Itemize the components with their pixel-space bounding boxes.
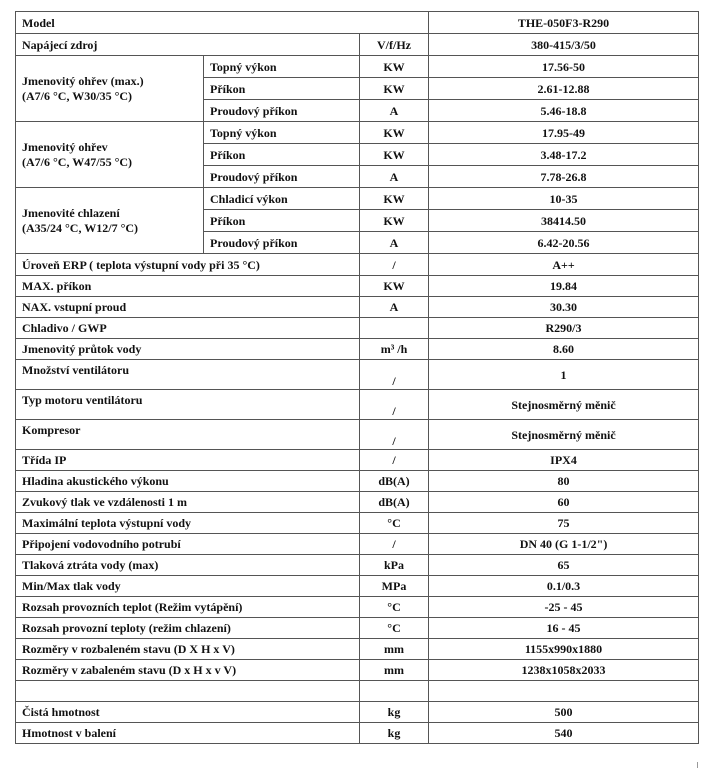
- table-row: [16, 660, 699, 681]
- row-unit: A: [360, 232, 429, 254]
- row-label: Proudový příkon: [204, 232, 360, 254]
- group-label-line1: Jmenovitý ohřev: [22, 139, 108, 154]
- row-value: 17.95-49: [429, 122, 699, 144]
- table-row: [16, 534, 699, 555]
- table-row: [16, 420, 699, 450]
- table-row: [16, 122, 699, 144]
- model-value: THE-050F3-R290: [429, 12, 699, 34]
- group-label: [16, 122, 204, 188]
- row-value: DN 40 (G 1-1/2"): [429, 534, 699, 555]
- row-label: Hladina akustického výkonu: [16, 471, 360, 492]
- row-value: 19.84: [429, 276, 699, 297]
- group-label-line2: (A7/6 °C, W30/35 °C): [22, 88, 133, 103]
- row-value: 500: [429, 702, 699, 723]
- row-value: 0.1/0.3: [429, 576, 699, 597]
- table-row: [16, 56, 699, 78]
- row-value: 2.61-12.88: [429, 78, 699, 100]
- row-label: Typ motoru ventilátoru: [16, 390, 360, 420]
- row-label: Kompresor: [16, 420, 360, 450]
- row-unit: KW: [360, 188, 429, 210]
- row-label: Čistá hmotnost: [16, 702, 360, 723]
- row-unit: KW: [360, 276, 429, 297]
- row-unit: mm: [360, 639, 429, 660]
- table-row: [16, 318, 699, 339]
- row-label: Příkon: [204, 210, 360, 232]
- row-label: Rozměry v zabaleném stavu (D x H x v V): [16, 660, 360, 681]
- row-value: 1: [429, 360, 699, 390]
- row-value: -25 - 45: [429, 597, 699, 618]
- row-value: 30.30: [429, 297, 699, 318]
- row-label: Chladicí výkon: [204, 188, 360, 210]
- table-row: [16, 276, 699, 297]
- row-value: 3.48-17.2: [429, 144, 699, 166]
- table-row: [16, 639, 699, 660]
- row-value: 10-35: [429, 188, 699, 210]
- row-value: 60: [429, 492, 699, 513]
- row-unit: /: [360, 450, 429, 471]
- row-unit: /: [360, 254, 429, 276]
- table-row: [16, 188, 699, 210]
- table-row: [16, 360, 699, 390]
- row-unit: m³ /h: [360, 339, 429, 360]
- row-value: 17.56-50: [429, 56, 699, 78]
- group-label-line2: (A7/6 °C, W47/55 °C): [22, 154, 133, 169]
- table-row: [16, 471, 699, 492]
- table-row: [16, 618, 699, 639]
- table-row-empty: [16, 681, 699, 702]
- row-unit: KW: [360, 144, 429, 166]
- row-value: A++: [429, 254, 699, 276]
- row-value: 16 - 45: [429, 618, 699, 639]
- row-value: 1155x990x1880: [429, 639, 699, 660]
- table-row: [16, 450, 699, 471]
- corner-mark: [697, 762, 698, 768]
- supply-value: 380-415/3/50: [429, 34, 699, 56]
- row-value: 8.60: [429, 339, 699, 360]
- table-row: [16, 390, 699, 420]
- row-label: Topný výkon: [204, 122, 360, 144]
- row-label: Třída IP: [16, 450, 360, 471]
- row-label: Množství ventilátoru: [16, 360, 360, 390]
- row-label: Min/Max tlak vody: [16, 576, 360, 597]
- table-row: [16, 723, 699, 744]
- row-unit: dB(A): [360, 492, 429, 513]
- row-unit: °C: [360, 513, 429, 534]
- row-value: 80: [429, 471, 699, 492]
- row-value: 5.46-18.8: [429, 100, 699, 122]
- row-label: Tlaková ztráta vody (max): [16, 555, 360, 576]
- row-value: [429, 681, 699, 702]
- row-unit: /: [360, 420, 429, 450]
- row-unit: °C: [360, 597, 429, 618]
- table-row: [16, 254, 699, 276]
- row-value: 6.42-20.56: [429, 232, 699, 254]
- table-row: [16, 555, 699, 576]
- supply-unit: V/f/Hz: [360, 34, 429, 56]
- row-value: Stejnosměrný měnič: [429, 390, 699, 420]
- group-label-line1: Jmenovité chlazení: [22, 205, 120, 220]
- row-value: 65: [429, 555, 699, 576]
- row-label: Příkon: [204, 78, 360, 100]
- model-label: Model: [16, 12, 429, 34]
- row-unit: A: [360, 297, 429, 318]
- row-label: Příkon: [204, 144, 360, 166]
- supply-label: Napájecí zdroj: [16, 34, 360, 56]
- row-unit: kg: [360, 723, 429, 744]
- table-row: [16, 513, 699, 534]
- row-unit: KW: [360, 210, 429, 232]
- row-label: Zvukový tlak ve vzdálenosti 1 m: [16, 492, 360, 513]
- row-label: [16, 681, 360, 702]
- row-value: IPX4: [429, 450, 699, 471]
- row-label: MAX. příkon: [16, 276, 360, 297]
- row-label: Proudový příkon: [204, 166, 360, 188]
- row-unit: [360, 318, 429, 339]
- row-unit: /: [360, 360, 429, 390]
- table-row: [16, 576, 699, 597]
- row-unit: /: [360, 390, 429, 420]
- row-value: Stejnosměrný měnič: [429, 420, 699, 450]
- group-label-line2: (A35/24 °C, W12/7 °C): [22, 220, 139, 235]
- table-row-model: [16, 12, 699, 34]
- row-value: 540: [429, 723, 699, 744]
- row-label: Jmenovitý průtok vody: [16, 339, 360, 360]
- row-value: 1238x1058x2033: [429, 660, 699, 681]
- row-label: Proudový příkon: [204, 100, 360, 122]
- row-unit: /: [360, 534, 429, 555]
- row-unit: KW: [360, 78, 429, 100]
- row-label: Hmotnost v balení: [16, 723, 360, 744]
- row-unit: kg: [360, 702, 429, 723]
- row-unit: MPa: [360, 576, 429, 597]
- row-label: Úroveň ERP ( teplota výstupní vody při 35 °C): [16, 254, 360, 276]
- row-label: Připojení vodovodního potrubí: [16, 534, 360, 555]
- row-label: Rozměry v rozbaleném stavu (D X H x V): [16, 639, 360, 660]
- row-unit: °C: [360, 618, 429, 639]
- row-unit: KW: [360, 56, 429, 78]
- row-label: Chladivo / GWP: [16, 318, 360, 339]
- row-unit: KW: [360, 122, 429, 144]
- table-row: [16, 702, 699, 723]
- table-row-supply: [16, 34, 699, 56]
- spec-table-body: [16, 12, 699, 744]
- row-value: 38414.50: [429, 210, 699, 232]
- group-label: [16, 188, 204, 254]
- row-label: Rozsah provozní teploty (režim chlazení): [16, 618, 360, 639]
- row-label: Maximální teplota výstupní vody: [16, 513, 360, 534]
- row-value: R290/3: [429, 318, 699, 339]
- table-row: [16, 297, 699, 318]
- table-row: [16, 597, 699, 618]
- row-value: 7.78-26.8: [429, 166, 699, 188]
- row-unit: A: [360, 166, 429, 188]
- row-unit: A: [360, 100, 429, 122]
- row-unit: dB(A): [360, 471, 429, 492]
- row-label: Rozsah provozních teplot (Režim vytápění): [16, 597, 360, 618]
- row-unit: mm: [360, 660, 429, 681]
- spec-table: [15, 11, 699, 744]
- row-value: 75: [429, 513, 699, 534]
- group-label: [16, 56, 204, 122]
- table-row: [16, 339, 699, 360]
- row-unit: kPa: [360, 555, 429, 576]
- row-unit: [360, 681, 429, 702]
- row-label: Topný výkon: [204, 56, 360, 78]
- row-label: NAX. vstupní proud: [16, 297, 360, 318]
- table-row: [16, 492, 699, 513]
- group-label-line1: Jmenovitý ohřev (max.): [22, 73, 144, 88]
